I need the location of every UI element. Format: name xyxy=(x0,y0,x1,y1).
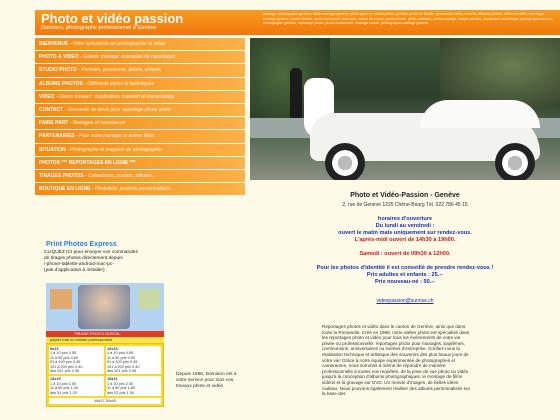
photo-car-wheel xyxy=(325,143,365,180)
nav-label: SITUATION xyxy=(39,146,66,153)
price-row: dès 51 prix 1.20 xyxy=(50,390,78,395)
nav-label: ALBUMS PHOTOS xyxy=(39,80,83,87)
price-row: 11 à 50 prix 0.50 xyxy=(107,355,136,360)
photo-groom xyxy=(290,68,302,118)
nav-label: PHOTOS *** REPORTAGES EN LIGNE *** xyxy=(39,159,136,166)
main-nav xyxy=(35,38,245,196)
opening-hours-title: horaires d'ouverture xyxy=(377,216,433,222)
nav-desc: - Votre spécialiste en photographie et vidéo xyxy=(68,41,166,47)
nav-desc: - Galerie mariage: exemples de reportages xyxy=(78,54,176,61)
opening-hours-afternoon: L'après-midi ouvert de 14h30 à 19h00. xyxy=(354,237,456,243)
nav-item-photo-video[interactable] xyxy=(35,51,245,63)
price-row: dès 201 prix 0.35 xyxy=(50,369,80,374)
site-subtitle: Damiano, photographe professionnel à Genève xyxy=(41,25,157,31)
price-row: 11 à 50 prix 1.80 xyxy=(107,386,136,391)
price-row: 11 à 50 prix 0.50 xyxy=(50,355,79,360)
promo-thumbnail xyxy=(50,289,72,309)
nav-desc: - PhotoAdo: produits personnalisés... xyxy=(90,186,174,193)
print-line: CLIQUEZ ICI pour envoyer vos commandes xyxy=(44,250,138,255)
promo-kids-photo xyxy=(78,285,130,329)
nav-label: FAIRE PART xyxy=(39,120,69,127)
contact-info xyxy=(250,192,560,304)
price-row: 11 à 50 prix 1.40 xyxy=(50,386,79,391)
nav-item-contact[interactable] xyxy=(35,104,245,116)
price-block xyxy=(106,376,161,396)
opening-hours-morning: ouvert le matin mais uniquement sur rendez-vous. xyxy=(338,230,472,236)
price-footer: 18x27 30x40 xyxy=(49,398,161,404)
promo-bar-secondary: papier mat ou brillant professionnel xyxy=(46,337,164,343)
nav-item-boutique-en-ligne[interactable] xyxy=(35,183,245,195)
opening-hours-weekdays: Du lundi au vendredi : xyxy=(375,223,435,229)
nav-desc: - Mariages et naissances xyxy=(68,120,126,127)
print-express-text[interactable] xyxy=(44,250,164,274)
price-block xyxy=(106,346,161,374)
site-title[interactable]: Photo et vidéo passion xyxy=(41,11,184,26)
nav-desc: - Divers travaux : duplication, transfert et transcodage xyxy=(54,93,175,100)
nav-label: BOUTIQUE EN LIGNE xyxy=(39,186,91,193)
nav-desc: - Calendriers, posters, albums... xyxy=(83,172,156,179)
hero-wedding-photo xyxy=(250,38,560,180)
photo-car-wheel xyxy=(495,143,535,180)
nav-desc: - Portraits, grossesse, bébés, enfants xyxy=(76,67,162,74)
price-row: 1 à 10 prix 1.50 xyxy=(50,381,77,386)
nav-label: CONTACT xyxy=(39,106,64,113)
price-row: dès 201 prix 0.35 xyxy=(107,369,137,374)
nav-item-video[interactable] xyxy=(35,91,245,103)
promo-thumbnail xyxy=(138,289,160,309)
nav-desc: - Demande de devis pour reportage photo vidéo xyxy=(63,106,171,113)
nav-item-bienvenue[interactable] xyxy=(35,38,245,50)
email-link[interactable]: videopassion@sunrise.ch xyxy=(376,298,434,304)
print-line: (pas d'application à installer) xyxy=(44,268,105,273)
print-express-title[interactable]: Print Photos Express xyxy=(46,241,117,248)
price-row: dès 51 prix 1.50 xyxy=(107,390,135,395)
nav-desc: - Différents styles et techniques xyxy=(82,80,154,87)
price-row: 51 à 100 prix 0.45 xyxy=(50,360,81,365)
nav-label: STUDIO PHOTO xyxy=(39,67,77,74)
photo-car-hood xyxy=(420,100,540,128)
nav-desc: - Photographe et magasin de photographie xyxy=(65,146,163,153)
id-photos-notice: Pour les photos d'identité il est conseillé de prendre rendez-vous ! xyxy=(316,265,494,271)
nav-label: PHOTO & VIDEO xyxy=(39,54,79,61)
price-size: 13x19 xyxy=(50,377,61,382)
site-header xyxy=(35,10,560,35)
price-row: 1 à 10 prix 0.55 xyxy=(50,351,77,356)
print-promo-banner[interactable] xyxy=(46,283,164,343)
nav-label: PARTENAIRES xyxy=(39,133,75,140)
print-line: i-phone-tablette-android-mac-pc- xyxy=(44,262,114,267)
photo-tree-right xyxy=(440,38,560,108)
price-size: 10x15 xyxy=(107,347,118,351)
nav-label: BIENVENUE xyxy=(39,41,69,47)
nav-item-partenaires[interactable] xyxy=(35,130,245,142)
price-row: 101 à 200 prix 0.40 xyxy=(107,364,140,369)
price-size: 9x13 xyxy=(50,347,59,351)
price-size: 15x21 xyxy=(107,377,118,382)
nav-item-studio-photo[interactable] xyxy=(35,64,245,76)
nav-item-albums-photos[interactable] xyxy=(35,78,245,90)
price-newborn: Prix nouveau-né : 50.-- xyxy=(375,279,435,285)
nav-item-situation[interactable] xyxy=(35,144,245,156)
price-block xyxy=(49,346,104,374)
nav-item-tirages-photos[interactable] xyxy=(35,170,245,182)
price-row: 1 à 10 prix 2.00 xyxy=(107,381,134,386)
depuis-text: Depuis 1996, Damiano est à votre service pour tous vos travaux photo et vidéo xyxy=(176,372,237,389)
price-row: 101 à 200 prix 0.40 xyxy=(50,364,83,369)
header-keywords: mariage, photographe geneve, video mariage geneve, photo geneve, studio photo, portrait, photo de famille, grossesse, bebe, enfants, albums photos, video transfert, reportage mariage geneve, photo identite, photo passeport, faire part, cartes de voeux, photos livres, photo cadeaux, photo mariage, tirages photos, impression numerique, photographe suisse, photographe geneve, reportage photo, photo evenement, mariage suisse, photographe mariage geneve xyxy=(263,12,553,26)
opening-hours-saturday: Samedi : ouvert de 09h30 à 12h00. xyxy=(359,251,451,257)
price-adults: Prix adultes et enfants : 25.-- xyxy=(366,272,444,278)
nav-desc: - Pour votre mariage et autres fêtes xyxy=(74,133,155,140)
nav-item-reportages-en-ligne[interactable] xyxy=(35,157,245,169)
about-text: Reportages photos et vidéo dans le canton de Genève, ainsi que dans toute la Romandie. Créé en 1996, notre atelier photo est spécialisé dans les reportages photo et vidéo pour tous les événements de votre vie privée ou professionnelle: reportages photo pour mariages, baptêmes, communions, anniversaires ou soirées d'entreprise. Confiez-nous la réalisation technique et artistique des souvenirs des plus beaux jours de votre vie! Grâce à notre équipe expérimentée de photographes et cameramen, nous sommes à même de répondre de manière professionnelle à toutes vos requêtes, de la prise de vue photo ou vidéo jusqu'à la conception d'albums photographiques, le montage de films vidéos et la gravage sur DVD. Un monde d'images, de belles idées cadeau. Nous pouvons également réaliser des albums personnalisés sur la base des xyxy=(322,324,471,397)
price-table xyxy=(46,343,164,407)
price-row: 51 à 100 prix 0.45 xyxy=(107,360,138,365)
nav-label: VIDEO xyxy=(39,93,55,100)
nav-label: TIRAGES PHOTOS xyxy=(39,172,84,179)
print-line: de tirages photos directement depuis xyxy=(44,256,123,261)
shop-title: Photo et Vidéo-Passion - Genève xyxy=(350,192,460,199)
nav-item-faire-part[interactable] xyxy=(35,117,245,129)
price-row: 1 à 10 prix 0.55 xyxy=(107,351,134,356)
price-block xyxy=(49,376,104,396)
promo-bar: TIRAGE PHOTO DIGITAL xyxy=(46,331,164,337)
shop-address: 2, rue de Genève 1225 Chêne-Bourg Tél. 022 786 45 15 xyxy=(342,202,468,208)
